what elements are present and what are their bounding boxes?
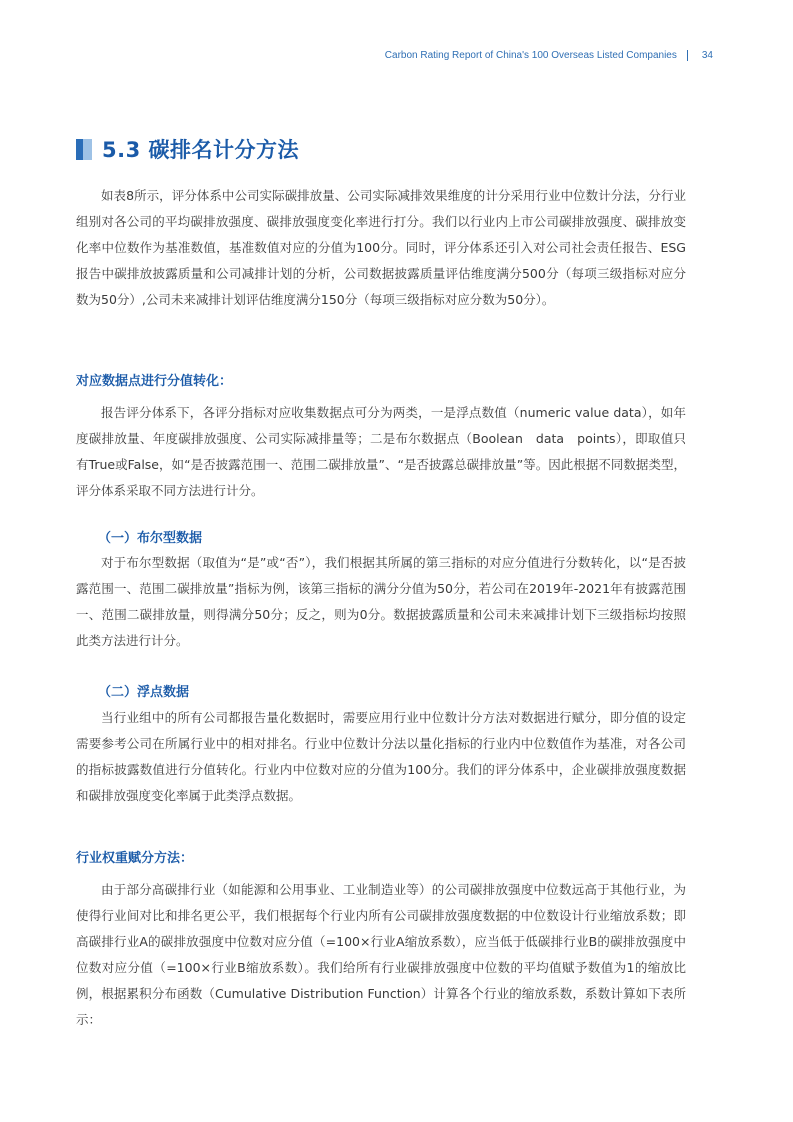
page-number: 34 [701,50,713,61]
section-title: 5.3 碳排名计分方法 [102,138,300,162]
heading-float: （二）浮点数据 [98,685,190,700]
header-divider [687,50,688,61]
running-header [385,50,713,61]
report-title: Carbon Rating Report of China's 100 Overseas Listed Companies [384,50,677,61]
heading-conversion: 对应数据点进行分值转化： [76,374,233,389]
heading-weight: 行业权重赋分方法： [76,851,194,866]
weight-paragraph: 由于部分高碳排行业（如能源和公用事业、工业制造业等）的公司碳排放强度中位数远高于其他行业，为使得行业间对比和排名更公平，我们根据每个行业内所有公司碳排放强度数据的中位数设计行业缩放系数；即高碳排行业A的碳排放强度中位数对应分值（=100×行业A缩放系数），应当低于低碳排行业B的碳排放强度中位数对应分值（=100×行业B缩放系数）。我们给所有行业碳排放强度中位数的平均值赋予数值为1的缩放比例，根据累积分布函数（Cumulative Distribution Function）计算各个行业的缩放系数，系数计算如下表所示： [76,882,686,1027]
conversion-paragraph: 报告评分体系下，各评分指标对应收集数据点可分为两类，一是浮点数值（numeric value data），如年度碳排放量、年度碳排放强度、公司实际减排量等；二是布尔数据点（Boolean data points），即取值只有True或False，如“是否披露范围一、范围二碳排放量”、“是否披露总碳排放量”等。因此根据不同数据类型，评分体系采取不同方法进行计分。 [76,405,686,498]
section-heading [76,134,299,164]
heading-boolean: （一）布尔型数据 [98,531,203,546]
float-paragraph: 当行业组中的所有公司都报告量化数据时，需要应用行业中位数计分方法对数据进行赋分，即分值的设定需要参考公司在所属行业中的相对排名。行业中位数计分法以量化指标的行业内中位数值作为基准，对各公司的指标披露数值进行分值转化。行业内中位数对应的分值为100分。我们的评分体系中，企业碳排放强度数据和碳排放强度变化率属于此类浮点数据。 [76,710,686,803]
section-marker-icon [76,139,92,160]
boolean-paragraph: 对于布尔型数据（取值为“是”或“否”），我们根据其所属的第三指标的对应分值进行分数转化，以“是否披露范围一、范围二碳排放量”指标为例，该第三指标的满分分值为50分，若公司在2019年-2021年有披露范围一、范围二碳排放量，则得满分50分；反之，则为0分。数据披露质量和公司未来减排计划下三级指标均按照此类方法进行计分。 [76,555,686,648]
intro-paragraph: 如表8所示，评分体系中公司实际碳排放量、公司实际减排效果维度的计分采用行业中位数计分法，分行业组别对各公司的平均碳排放强度、碳排放强度变化率进行打分。我们以行业内上市公司碳排放强度、碳排放变化率中位数作为基准数值，基准数值对应的分值为100分。同时，评分体系还引入对公司社会责任报告、ESG报告中碳排放披露质量和公司减排计划的分析，公司数据披露质量评估维度满分500分（每项三级指标对应分数为50分）,公司未来减排计划评估维度满分150分（每项三级指标对应分数为50分）。 [76,188,686,307]
